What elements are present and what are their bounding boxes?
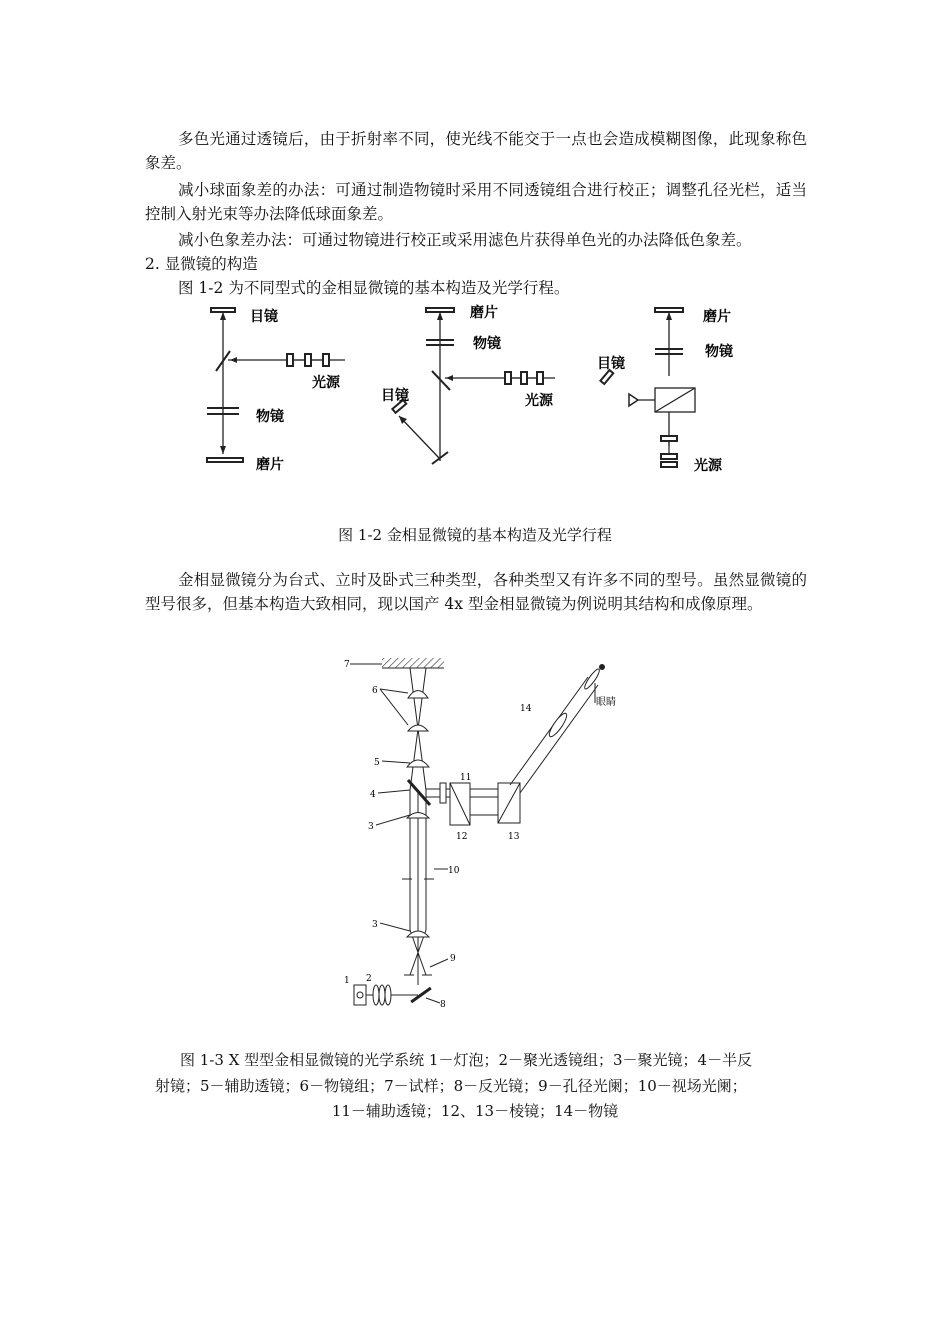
fig13-num-7: 7: [344, 660, 350, 670]
fig12-eyepiece-label-2: 目镜: [381, 388, 409, 404]
figure-1-3-caption-line2: 射镜；5－辅助透镜；6－物镜组；7－试样；8－反光镜；9－孔径光阑；10－视场光阑；: [155, 1077, 747, 1095]
paragraph-microscope-types: 金相显微镜分为台式、立时及卧式三种类型，各种类型又有许多不同的型号。虽然显微镜的型号很多，但基本构造大致相同，现以国产 4x 型金相显微镜为例说明其结构和成像原理。: [145, 571, 807, 613]
paragraph-chromatic-aberration: 多色光通过透镜后，由于折射率不同，使光线不能交于一点也会造成模糊图像，此现象称色象差。: [145, 130, 807, 172]
figure-1-3-caption-line3: 11－辅助透镜；12、13－棱镜；14－物镜: [331, 1102, 619, 1120]
figure-1-3-diagram: [330, 655, 630, 1025]
fig13-num-1: 1: [344, 976, 350, 986]
fig13-num-4: 4: [370, 790, 376, 800]
fig13-num-3-upper: 3: [368, 822, 374, 832]
fig13-eye-label: 眼睛: [596, 697, 616, 708]
fig12-objective-label-3: 物镜: [705, 344, 733, 360]
fig13-num-6: 6: [372, 686, 378, 696]
fig12-specimen-label-2: 磨片: [470, 305, 498, 321]
fig13-num-5: 5: [374, 758, 380, 768]
fig13-num-12: 12: [456, 832, 468, 842]
fig12-light-source-label-2: 光源: [525, 393, 553, 409]
figure-1-2-caption: 图 1-2 金相显微镜的基本构造及光学行程: [338, 526, 612, 544]
fig13-num-14: 14: [520, 704, 532, 714]
fig12-objective-label-1: 物镜: [256, 409, 284, 425]
fig12-light-source-label-1: 光源: [312, 375, 340, 391]
fig13-num-8: 8: [440, 1000, 446, 1010]
fig12-specimen-label-1: 磨片: [256, 457, 284, 473]
fig12-eyepiece-label-3: 目镜: [597, 356, 625, 372]
fig13-num-13: 13: [508, 832, 520, 842]
fig12-specimen-label-3: 磨片: [703, 309, 731, 325]
paragraph-figure-intro: 图 1-2 为不同型式的金相显微镜的基本构造及光学行程。: [178, 279, 570, 297]
figure-1-3-caption-line1: 图 1-3 X 型型金相显微镜的光学系统 1－灯泡；2－聚光透镜组；3－聚光镜；4－半反: [180, 1051, 753, 1069]
fig13-num-9: 9: [450, 954, 456, 964]
paragraph-chromatic-reduction: 减小色象差办法：可通过物镜进行校正或采用滤色片获得单色光的办法降低色象差。: [178, 231, 752, 249]
fig13-num-11: 11: [460, 773, 472, 783]
fig13-num-2: 2: [366, 974, 372, 984]
fig12-light-source-label-3: 光源: [694, 458, 722, 474]
fig12-eyepiece-label-1: 目镜: [250, 309, 278, 325]
fig13-num-3-lower: 3: [372, 920, 378, 930]
fig13-num-10: 10: [448, 866, 460, 876]
section-heading: 2. 显微镜的构造: [145, 255, 258, 273]
figure-1-2-diagram: [195, 296, 770, 481]
paragraph-spherical-reduction: 减小球面象差的办法：可通过制造物镜时采用不同透镜组合进行校正；调整孔径光栏，适当控制入射光束等办法降低球面象差。: [145, 181, 807, 223]
fig12-objective-label-2: 物镜: [473, 336, 501, 352]
